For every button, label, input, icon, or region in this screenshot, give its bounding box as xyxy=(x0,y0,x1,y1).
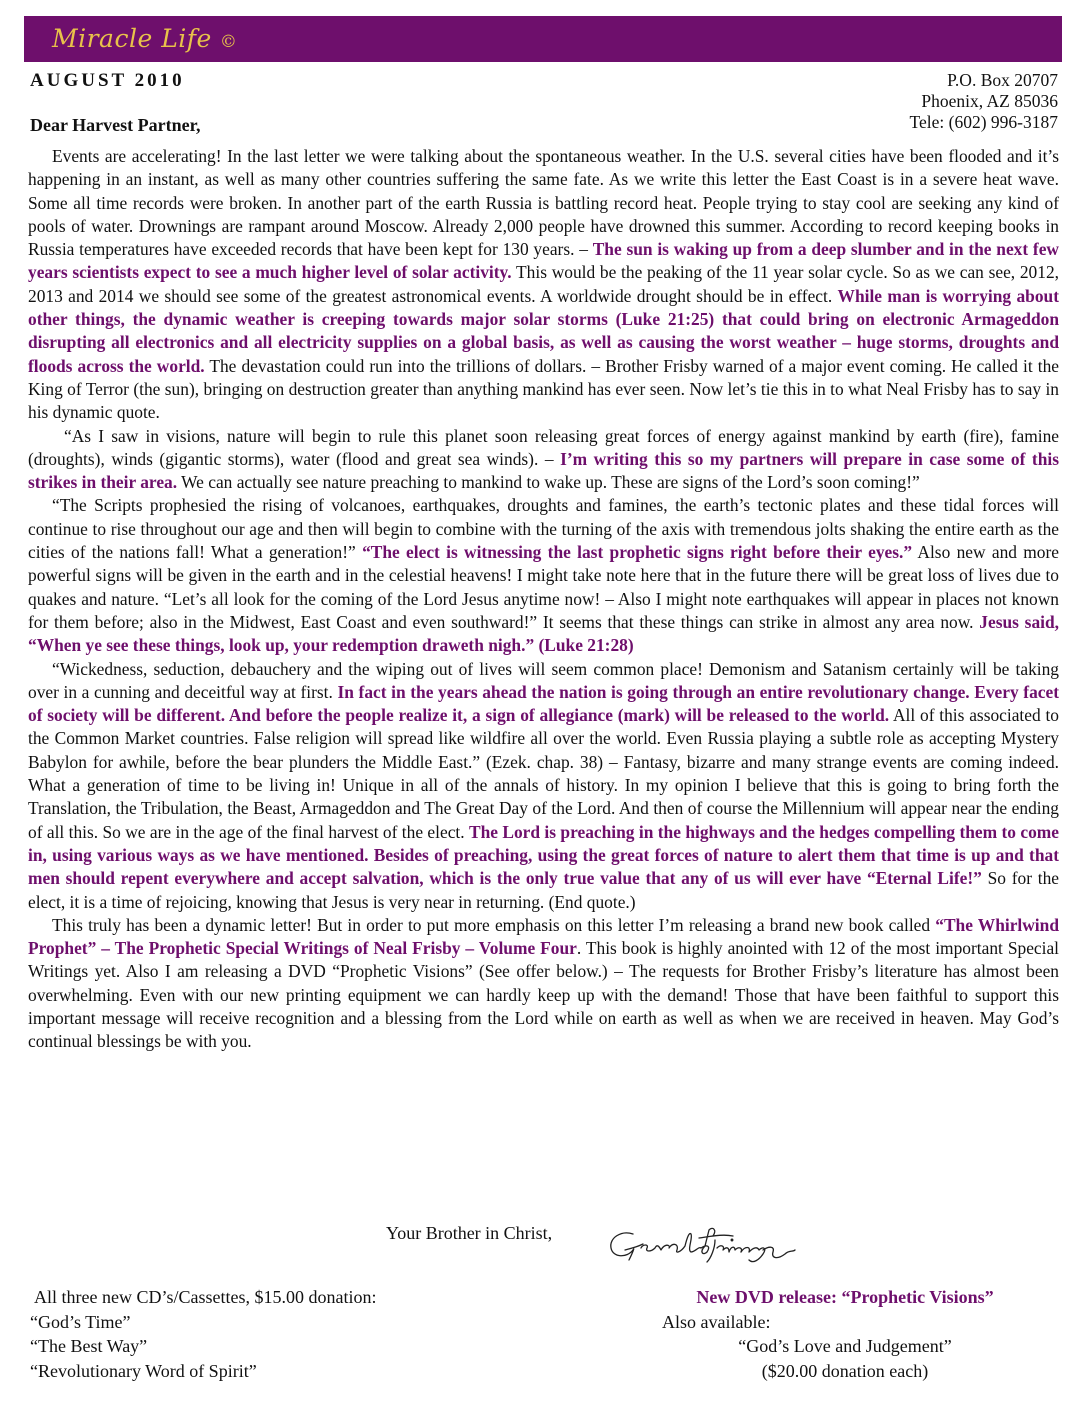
body-text-segment: The devastation could run into the trillions of dollars. – Brother Frisby warned of a major event coming. He called it the King of Terror (the sun), bringing on destruction greater than anything mankind has ever seen. Now let’s tie this in to what Neal Frisby has to say in his dynamic quote. xyxy=(28,355,1059,423)
dvd-offer xyxy=(640,1285,1060,1383)
highlighted-text: I’m writing this so my partners will prepare in case some of this strikes in their area. xyxy=(28,448,1059,493)
mailing-address xyxy=(910,70,1058,133)
body-text-segment: All of this associated to the Common Market countries. False religion will spread like wildfire all over the world. Even Russia playing a subtle role as accepting Mystery Babylon for awhile, before the bear plunders the Middle East.” (Ezek. chap. 38) – Fantasy, bizarre and many strange events are coming indeed. What a generation of time to be living in! Unique in all of the annals of history. In my opinion I believe that this is going to bring forth the Translation, the Tribulation, the Beast, Armageddon and The Great Day of the Lord. And then of course the Millennium will appear near the ending of all this. So we are in the age of the final harvest of the elect. xyxy=(28,705,1059,842)
cd-offer xyxy=(30,1285,376,1383)
highlighted-text: Jesus said, “When ye see these things, look up, your redemption draweth nigh.” (Luke 21:28) xyxy=(28,611,1059,656)
dvd-title: “God’s Love and Judgement” xyxy=(738,1336,952,1356)
letter-paragraph xyxy=(28,914,1059,1054)
highlighted-text: “The Whirlwind Prophet” – The Prophetic Special Writings of Neal Frisby – Volume Four xyxy=(28,914,1059,959)
also-available-label: Also available: xyxy=(662,1311,771,1332)
dvd-price: ($20.00 donation each) xyxy=(761,1360,929,1381)
body-text-segment: “As I saw in visions, nature will begin to rule this planet soon releasing great forces of energy against mankind by earth (fire), famine (droughts), winds (gigantic storms), water (flood and great sea winds). – xyxy=(28,425,1059,469)
address-line: P.O. Box 20707 xyxy=(947,70,1058,90)
letter-paragraph xyxy=(28,658,1059,914)
copyright-mark: © xyxy=(219,32,238,52)
letter-paragraph xyxy=(28,425,1059,495)
body-text-segment: . This book is highly anointed with 12 of the most important Special Writings yet. Also I am releasing a DVD “Prophetic Visions” (See offer below.) – The requests for Brother Frisby’s literature has almost been overwhelming. Even with our new printing equipment we can hardly keep up with the demand! Those that have been faithful to support this important message will receive recognition and a blessing from the Lord while on earth as well as when we are received in heaven. May God’s continual blessings be with you. xyxy=(28,938,1060,1052)
body-text-segment: “The Scripts prophesied the rising of volcanoes, earthquakes, droughts and famines, the earth’s tectonic plates and these tidal forces will continue to rise throughout our age and then will begin to combine with the turning of the axis with tremendous jolts shaking the entire earth as the cities of the nations fall! What a generation!” xyxy=(28,495,1059,563)
highlighted-text: The Lord is preaching in the highways and the hedges compelling them to come in, using various ways as we have mentioned. Besides of preaching, using the great forces of nature to alert them that time is up and that men should repent everywhere and accept salvation, which is the only true value that any of us will ever have “Eternal Life!” xyxy=(28,821,1059,889)
cd-offer-heading: All three new CD’s/Cassettes, $15.00 donation: xyxy=(34,1287,377,1307)
body-text-segment: We can actually see nature preaching to mankind to wake up. These are signs of the Lord’s soon coming!” xyxy=(177,472,920,493)
body-text-segment: “Wickedness, seduction, debauchery and the wiping out of lives will seem common place! Demonism and Satanism certainly will be taking over in a cunning and deceitful way at first. xyxy=(28,658,1059,702)
body-text-segment: This would be the peaking of the 11 year solar cycle. So as we can see, 2012, 2013 and 2014 we should see some of the greatest astronomical events. A worldwide drought should be in effect. xyxy=(28,262,1059,306)
header-banner xyxy=(24,16,1062,62)
highlighted-text: In fact in the years ahead the nation is going through an entire revolutionary change. Every facet of society will be different. And before the people realize it, a sign of allegiance (mark) will be released to the world. xyxy=(28,681,1059,726)
body-text-segment: Events are accelerating! In the last letter we were talking about the spontaneous weather. In the U.S. several cities have been flooded and it’s happening in an instant, as well as many other countries suffering the same fate. As we write this letter the East Coast is in a severe heat wave. Some all time records were broken. In another part of the earth Russia is battling record heat. People trying to stay cool are seeking any kind of pools of water. Drownings are rampant around Moscow. Already 2,000 people have drowned this summer. According to record keeping books in Russia temperatures have exceeded records that have been kept for 130 years. – xyxy=(28,146,1059,260)
letter-body xyxy=(28,145,1059,1054)
cd-title: “The Best Way” xyxy=(30,1336,148,1356)
body-text-segment: This truly has been a dynamic letter! But in order to put more emphasis on this letter I’m releasing a brand new book called xyxy=(52,914,936,935)
cd-title: “God’s Time” xyxy=(30,1311,131,1332)
highlighted-text: “The elect is witnessing the last prophetic signs right before their eyes.” xyxy=(362,542,913,563)
letter-date: AUGUST 2010 xyxy=(30,70,185,91)
letter-paragraph xyxy=(28,494,1059,657)
body-text-segment: So for the elect, it is a time of rejoicing, knowing that Jesus is very near in returning. (End quote.) xyxy=(28,868,1059,912)
dvd-offer-heading: New DVD release: “Prophetic Visions” xyxy=(696,1287,994,1307)
cd-title: “Revolutionary Word of Spirit” xyxy=(30,1360,257,1381)
salutation: Dear Harvest Partner, xyxy=(30,115,201,135)
body-text-segment: Also new and more powerful signs will be given in the earth and in the celestial heavens! I might take note here that in the future there will be great loss of lives due to quakes and nature. “Let’s all look for the coming of the Lord Jesus anytime now! – Also I might note earthquakes will appear in places not known for them before; also in the Midwest, East Coast and even southward!” It seems that these things can strike in almost any area now. xyxy=(28,542,1059,632)
address-line: Phoenix, AZ 85036 xyxy=(921,91,1058,111)
phone-line: Tele: (602) 996-3187 xyxy=(909,112,1058,132)
highlighted-text: While man is worrying about other things, the dynamic weather is creeping towards major solar storms (Luke 21:25) that could bring on electronic Armageddon disrupting all electronics and all electricity supplies on a global basis, as well as causing the worst weather – huge storms, droughts and floods across the world. xyxy=(28,285,1059,376)
signature xyxy=(603,1224,798,1266)
highlighted-text: The sun is waking up from a deep slumber and in the next few years scientists expect to see a much higher level of solar activity. xyxy=(28,239,1059,283)
brand-logo: Miracle Life © xyxy=(52,24,238,53)
closing: Your Brother in Christ, xyxy=(386,1223,553,1243)
letter-paragraph xyxy=(28,145,1059,425)
